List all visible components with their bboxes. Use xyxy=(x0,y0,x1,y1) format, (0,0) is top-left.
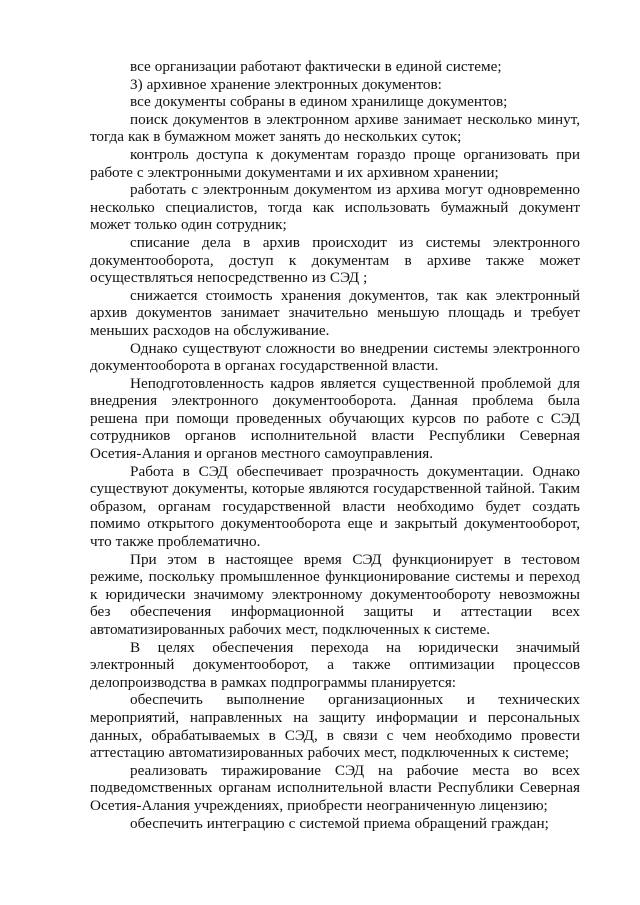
paragraph: контроль доступа к документам гораздо проще организовать при работе с электронными документами и их архивном хранении; xyxy=(90,145,580,181)
paragraph: все документы собраны в едином хранилище документов; xyxy=(130,93,508,111)
paragraph: Работа в СЭД обеспечивает прозрачность документации. Однако существуют документы, которые являются государственной тайной. Таким образом, органам государственной власти необходимо будет создать помимо открытого документооборота еще и закрытый документооборот, что также проблематично. xyxy=(90,462,580,551)
paragraph: списание дела в архив происходит из системы электронного документооборота, доступ к документам в архиве также может осуществляться непосредственно из СЭД ; xyxy=(90,233,580,287)
paragraph: работать с электронным документом из архива могут одновременно несколько специалистов, тогда как использовать бумажный документ может только один сотрудник; xyxy=(90,181,580,234)
paragraph: При этом в настоящее время СЭД функционирует в тестовом режиме, поскольку промышленное функционирование системы и переход к юридически значимому электронному документообороту невозможны без обеспечения информационной защиты и аттестации всех автоматизированных рабочих мест, подключенных к системе. xyxy=(90,550,580,638)
paragraph: Неподготовленность кадров является существенной проблемой для внедрения электронного документооборота. Данная проблема была решена при помощи проведенных обучающих курсов по работе с СЭД сотрудников органов исполнительной власти Республики Северная Осетия-Алания и органов местного самоуправления. xyxy=(90,374,580,463)
paragraph: снижается стоимость хранения документов, так как электронный архив документов занимает значительно меньшую площадь и требует меньших расходов на обслуживание. xyxy=(90,286,580,339)
paragraph: Однако существуют сложности во внедрении системы электронного документооборота в органах государственной власти. xyxy=(90,339,580,375)
paragraph: обеспечить интеграцию с системой приема обращений граждан; xyxy=(130,814,549,832)
document-page xyxy=(90,58,580,832)
paragraph: 3) архивное хранение электронных документов: xyxy=(130,75,442,93)
paragraph: все организации работают фактически в единой системе; xyxy=(130,58,502,75)
paragraph: поиск документов в электронном архиве занимает несколько минут, тогда как в бумажном может занять до нескольких суток; xyxy=(90,110,580,146)
paragraph: обеспечить выполнение организационных и технических мероприятий, направленных на защиту информации и персональных данных, обрабатываемых в СЭД, в связи с чем необходимо провести аттестацию автоматизированных рабочих мест, подключенных к системе; xyxy=(90,691,580,762)
paragraph: В целях обеспечения перехода на юридически значимый электронный документооборот, а также оптимизации процессов делопроизводства в рамках подпрограммы планируется: xyxy=(90,638,580,691)
paragraph: реализовать тиражирование СЭД на рабочие места во всех подведомственных органам исполнительной власти Республики Северная Осетия-Алания учреждениях, приобрести неограниченную лицензию; xyxy=(90,761,580,814)
